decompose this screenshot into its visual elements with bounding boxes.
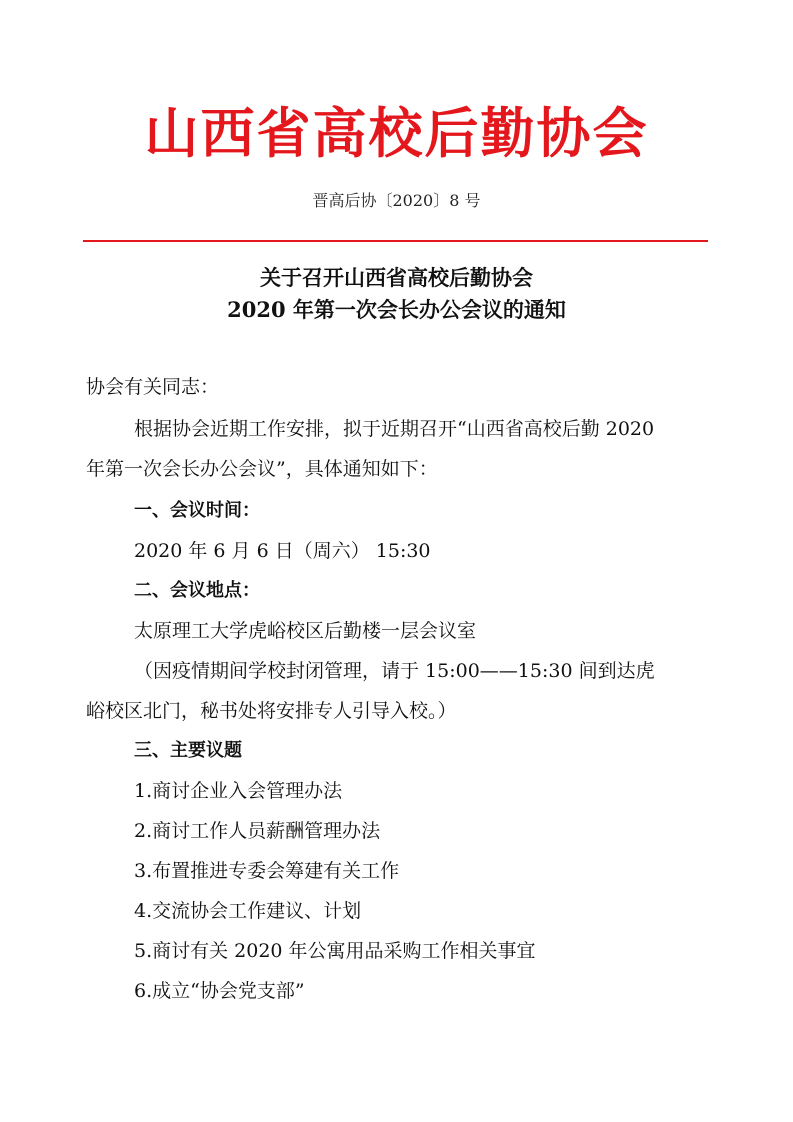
meeting-location: 太原理工大学虎峪校区后勤楼一层会议室 <box>134 620 477 642</box>
section-heading-location: 二、会议地点： <box>134 580 260 601</box>
agenda-item: 6.成立“协会党支部” <box>134 980 305 1002</box>
notice-title <box>0 262 793 326</box>
agenda-item: 5.商讨有关 2020 年公寓用品采购工作相关事宜 <box>134 940 536 962</box>
red-divider-line <box>83 240 708 242</box>
salutation: 协会有关同志： <box>86 376 220 398</box>
organization-title: 山西省高校后勤协会 <box>144 102 649 165</box>
agenda-item: 2.商讨工作人员薪酬管理办法 <box>134 820 381 842</box>
notice-title-line-2: 2020 年第一次会长办公会议的通知 <box>227 297 566 322</box>
intro-paragraph-line-1: 根据协会近期工作安排，拟于近期召开“山西省高校后勤 2020 <box>134 418 655 440</box>
meeting-time: 2020 年 6 月 6 日（周六） 15:30 <box>134 540 431 562</box>
location-note-line-2: 峪校区北门，秘书处将安排专人引导入校。） <box>86 700 457 722</box>
agenda-item: 1.商讨企业入会管理办法 <box>134 780 343 802</box>
intro-paragraph-line-2: 年第一次会长办公会议”，具体通知如下： <box>86 458 438 480</box>
agenda-item: 3.布置推进专委会筹建有关工作 <box>134 860 400 882</box>
location-note-line-1: （因疫情期间学校封闭管理，请于 15:00——15:30 间到达虎 <box>134 660 655 682</box>
section-heading-time: 一、会议时间： <box>134 500 260 521</box>
agenda-item: 4.交流协会工作建议、计划 <box>134 900 362 922</box>
section-heading-agenda: 三、主要议题 <box>134 740 242 761</box>
notice-title-line-1: 关于召开山西省高校后勤协会 <box>260 265 533 290</box>
document-number: 晋高后协〔2020〕8 号 <box>312 191 481 210</box>
